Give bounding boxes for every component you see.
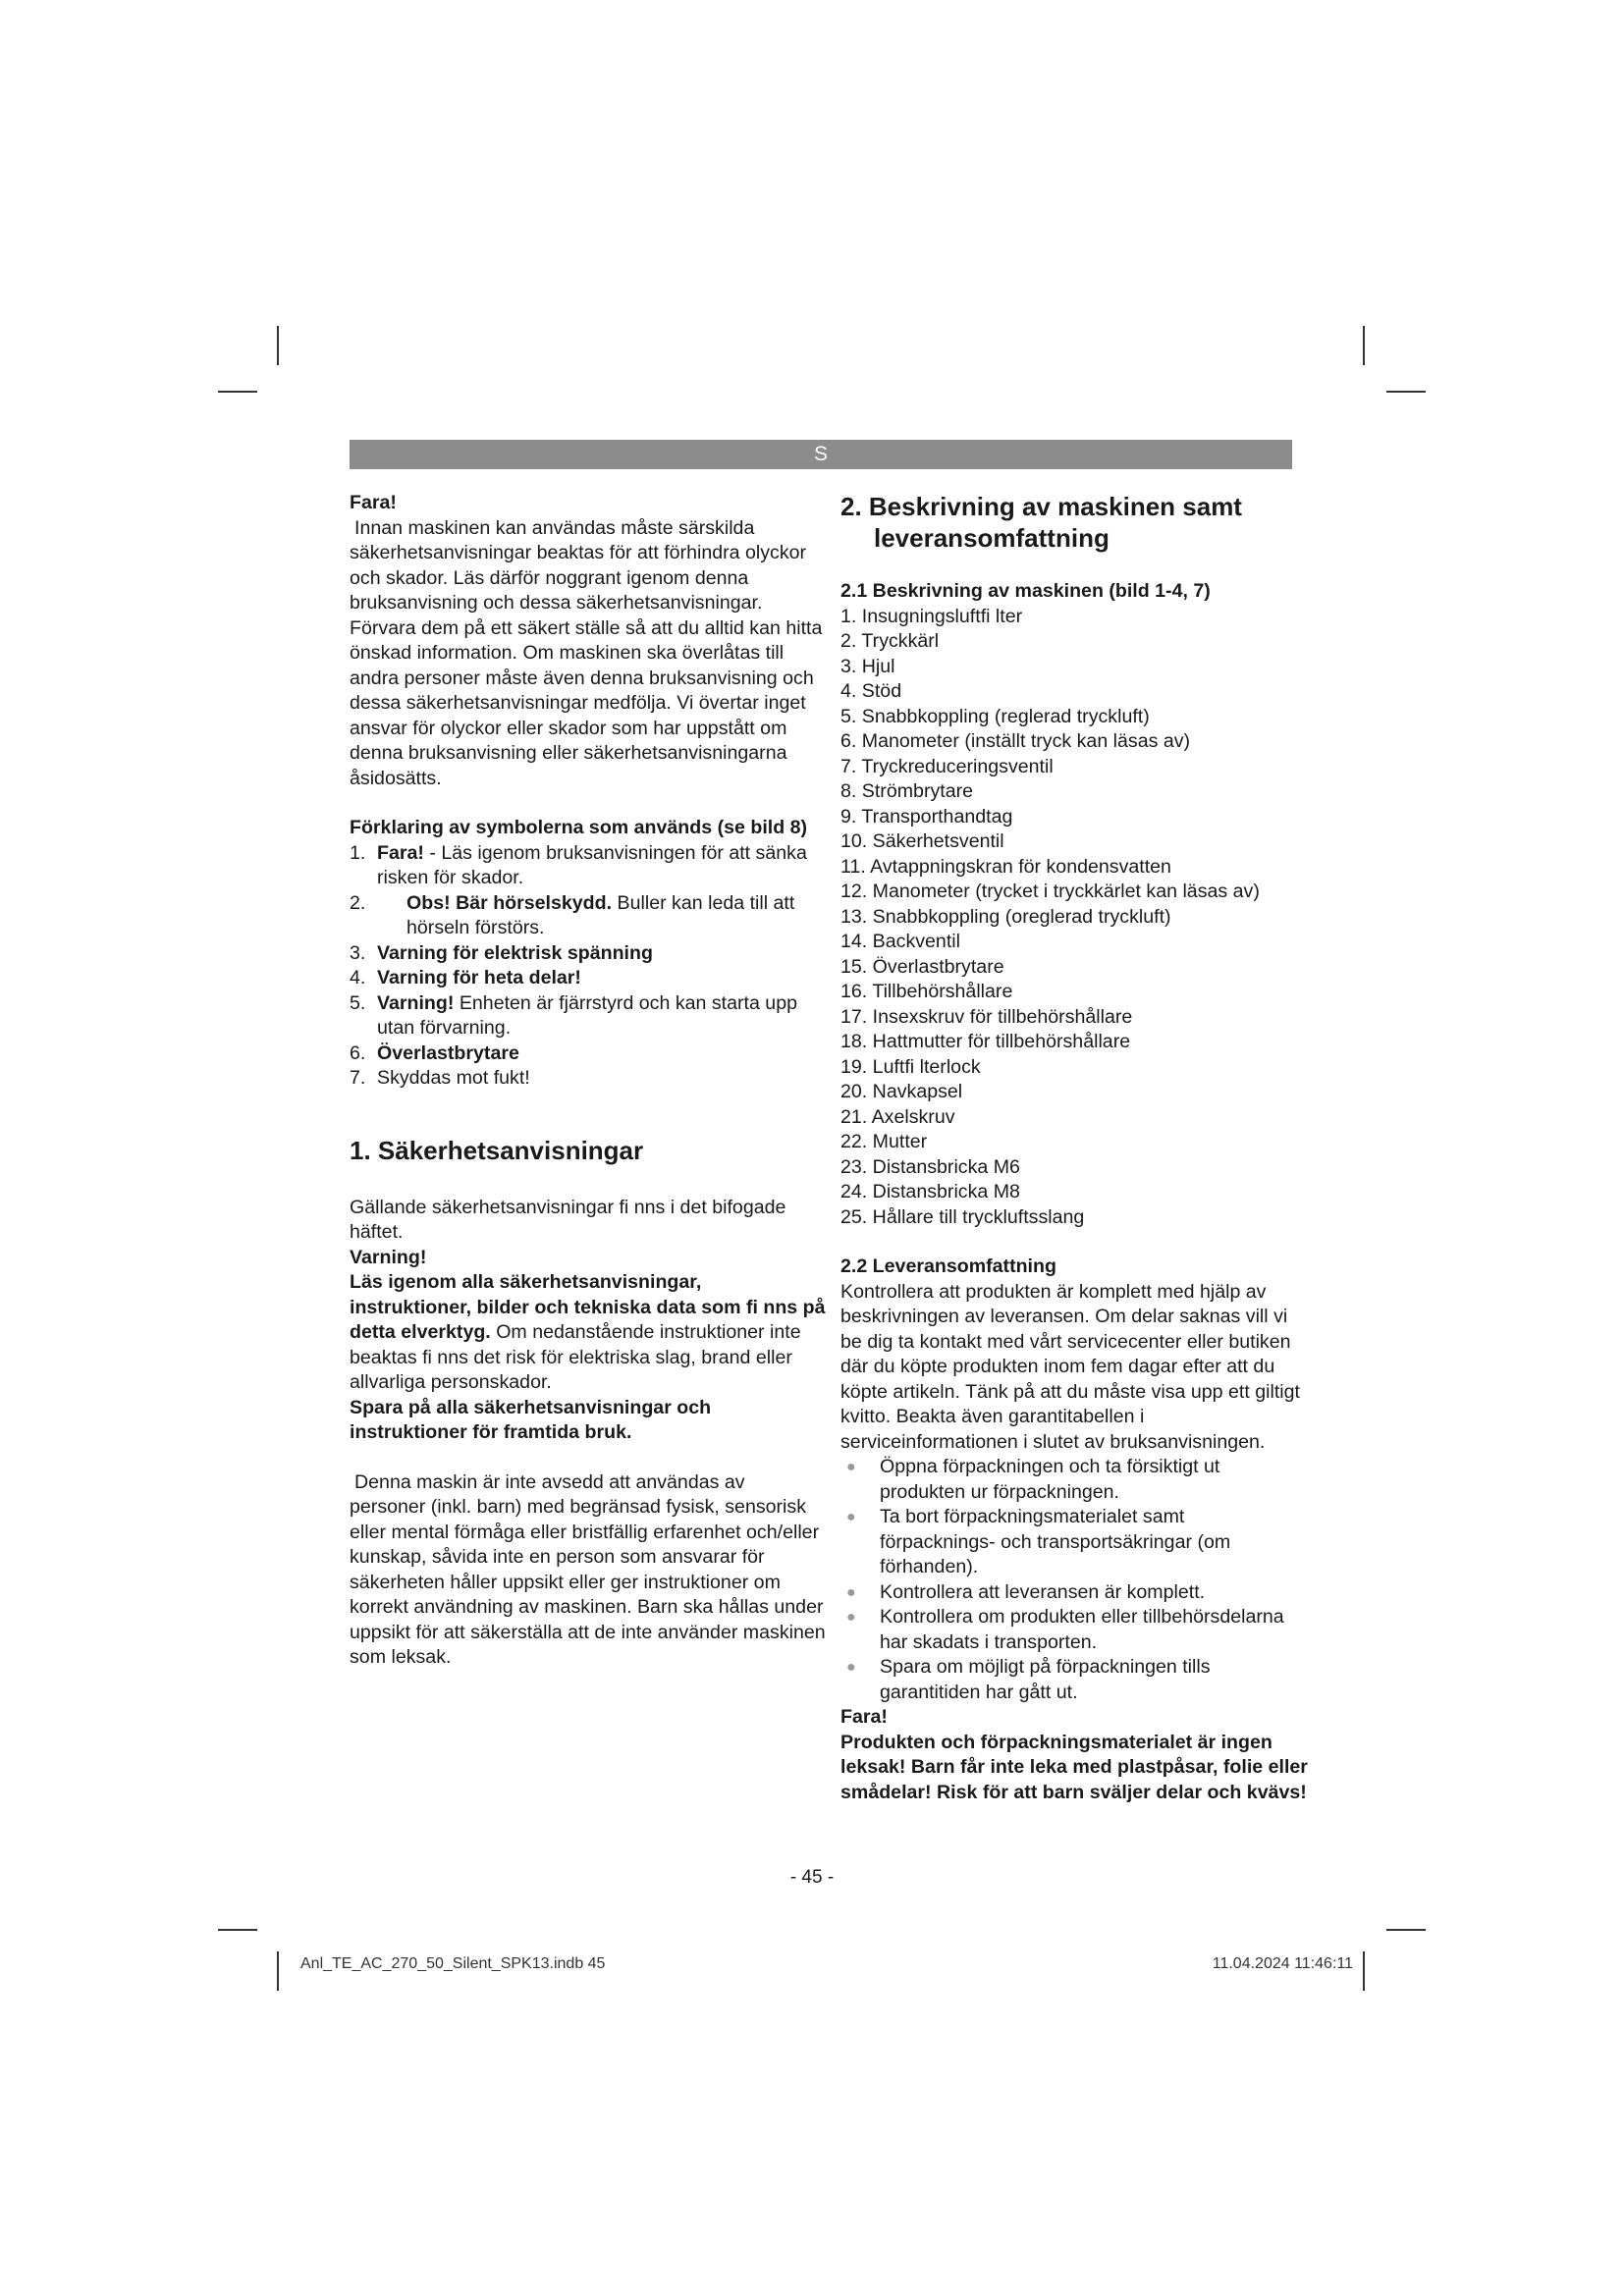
- crop-mark: [218, 1929, 257, 1931]
- danger-text: Innan maskinen kan användas måste särskilda säkerhetsanvisningar beaktas för att förhindra olyckor och skador. Läs därför noggrant igenom denna bruksanvisning och dessa säkerhetsanvisningar. Förvara dem på ett säkert ställe så att du alltid kan hitta önskad information. Om maskinen ska överlåtas till andra personer måste även denna bruksanvisning och dessa säkerhetsanvisningar medfölja. Vi övertar inget ansvar för olyckor eller skador som har uppstått om denna bruksanvisning eller säkerhetsanvisningarna åsidosätts.: [350, 516, 823, 789]
- list-item: 12. Manometer (trycket i tryckkärlet kan läsas av): [840, 881, 1260, 902]
- list-item: 20. Navkapsel: [840, 1081, 963, 1102]
- warning-paragraph: Läs igenom alla säkerhetsanvisningar, instruktioner, bilder och tekniska data som fi nns på detta elverktyg. Om nedanstående instruktioner inte beaktas fi nns det risk för elektriska slag, brand eller allvarliga personskador.: [350, 1271, 826, 1393]
- list-item: 5. Varning! Enheten är fjärrstyrd och kan starta upp utan förvarning.: [350, 991, 797, 1039]
- list-item: 17. Insexskruv för tillbehörshållare: [840, 1005, 1133, 1028]
- delivery-paragraph: Kontrollera att produkten är komplett med hjälp av beskrivningen av leveransen. Om delar saknas vill vi be dig ta kontakt med vårt servicecenter eller butiken där du köpte produkten inom fem dagar efter att du köpte artikeln. Tänk på att du måste visa upp ett giltigt kvitto. Beakta även garantitabellen i serviceinformationen i slutet av bruksanvisningen.: [840, 1280, 1300, 1453]
- subsection-2-1-title: 2.1 Beskrivning av maskinen (bild 1-4, 7): [840, 580, 1211, 602]
- timestamp: 11.04.2024 11:46:11: [1212, 1955, 1353, 1972]
- bullet-icon: ●: [846, 1659, 856, 1676]
- list-item: ● Kontrollera om produkten eller tillbehörsdelarna har skadats i transporten.: [840, 1605, 1310, 1655]
- bullet-icon: ●: [846, 1609, 856, 1626]
- list-item: 3. Varning för elektrisk spänning: [350, 941, 653, 964]
- list-item: 7. Skyddas mot fukt!: [350, 1067, 530, 1089]
- list-item: 10. Säkerhetsventil: [840, 830, 1004, 852]
- list-item: 2. Tryckkärl: [840, 630, 940, 652]
- list-item: 14. Backventil: [840, 931, 960, 952]
- bullet-icon: ●: [846, 1509, 856, 1525]
- danger-2-title: Fara!: [840, 1706, 888, 1728]
- crop-mark: [1386, 391, 1426, 393]
- danger-2-text: Produkten och förpackningsmaterialet är ingen leksak! Barn får inte leka med plastpåsar, folie eller smådelar! Risk för att barn sväljer delar och kvävs!: [840, 1731, 1308, 1803]
- list-item: ● Öppna förpackningen och ta försiktigt ut produkten ur förpackningen.: [840, 1455, 1310, 1505]
- list-item: 25. Hållare till tryckluftsslang: [840, 1205, 1085, 1228]
- section-2-title: 2. Beskrivning av maskinen samt leveransomfattning: [840, 492, 1242, 553]
- list-item: 7. Tryckreduceringsventil: [840, 755, 1054, 777]
- language-tab: S: [813, 443, 828, 465]
- section-1-title: 1. Säkerhetsanvisningar: [350, 1135, 644, 1165]
- list-item: 3. Hjul: [840, 655, 895, 677]
- page-number: - 45 -: [789, 1867, 835, 1888]
- list-item: 8. Strömbrytare: [840, 780, 974, 802]
- crop-mark: [277, 326, 279, 365]
- bullet-icon: ●: [846, 1583, 856, 1601]
- right-column: [840, 491, 1310, 1805]
- crop-mark: [1363, 326, 1365, 365]
- warning-title: Varning!: [350, 1246, 427, 1268]
- bullet-icon: ●: [846, 1459, 856, 1475]
- list-item: ● Kontrollera att leveransen är komplett.: [840, 1580, 1310, 1606]
- list-item: 5. Snabbkoppling (reglerad tryckluft): [840, 705, 1150, 727]
- delivery-checklist: [840, 1455, 1310, 1705]
- list-item: ● Ta bort förpackningsmaterialet samt förpacknings- och transportsäkringar (om förhanden).: [840, 1505, 1310, 1580]
- crop-mark: [1386, 1929, 1426, 1931]
- list-item: 23. Distansbricka M6: [840, 1155, 1020, 1178]
- crop-mark: [218, 391, 257, 393]
- list-item: 16. Tillbehörshållare: [840, 981, 1013, 1002]
- list-item: 9. Transporthandtag: [840, 805, 1013, 828]
- list-item: ● Spara om möjligt på förpackningen tills garantitiden har gått ut.: [840, 1655, 1310, 1705]
- left-column: [350, 491, 826, 1671]
- list-item: 4. Varning för heta delar!: [350, 967, 581, 988]
- list-item: 11. Avtappningskran för kondensvatten: [840, 855, 1171, 878]
- keep-instructions: Spara på alla säkerhetsanvisningar och instruktioner för framtida bruk.: [350, 1396, 712, 1443]
- subsection-2-2-title: 2.2 Leveransomfattning: [840, 1255, 1056, 1277]
- list-item: 2. Obs! Bär hörselskydd. Buller kan leda till att hörseln förstörs.: [350, 891, 795, 938]
- list-item: 13. Snabbkoppling (oreglerad tryckluft): [840, 905, 1171, 928]
- safety-intro: Gällande säkerhetsanvisningar fi nns i det bifogade häftet.: [350, 1196, 786, 1243]
- list-item: 1. Fara! - Läs igenom bruksanvisningen för att sänka risken för skador.: [350, 841, 807, 888]
- parts-list: [840, 605, 1310, 1231]
- list-item: 24. Distansbricka M8: [840, 1181, 1020, 1202]
- symbols-list: [350, 841, 826, 1092]
- symbols-heading: Förklaring av symbolerna som används (se bild 8): [350, 817, 808, 838]
- file-name: Anl_TE_AC_270_50_Silent_SPK13.indb 45: [300, 1955, 606, 1972]
- list-item: 6. Överlastbrytare: [350, 1041, 519, 1064]
- list-item: 19. Luftfi lterlock: [840, 1055, 981, 1078]
- list-item: 21. Axelskruv: [840, 1105, 955, 1128]
- crop-mark: [277, 1951, 279, 1991]
- list-item: 6. Manometer (inställt tryck kan läsas av): [840, 730, 1191, 752]
- danger-title: Fara!: [350, 492, 397, 513]
- language-banner: [350, 440, 1292, 469]
- children-paragraph: Denna maskin är inte avsedd att användas av personer (inkl. barn) med begränsad fysisk, sensorisk eller mental förmåga eller bristfällig erfarenhet och/eller kunskap, såvida inte en person som ansvarar för säkerheten håller uppsikt eller ger instruktioner om korrekt användning av maskinen. Barn ska hållas under uppsikt för att säkerställa att de inte använder maskinen som leksak.: [350, 1470, 826, 1668]
- list-item: 18. Hattmutter för tillbehörshållare: [840, 1031, 1131, 1052]
- list-item: 15. Överlastbrytare: [840, 955, 1004, 978]
- crop-mark: [1363, 1951, 1365, 1991]
- list-item: 1. Insugningsluftfi lter: [840, 605, 1023, 627]
- list-item: 4. Stöd: [840, 680, 902, 702]
- list-item: 22. Mutter: [840, 1131, 928, 1152]
